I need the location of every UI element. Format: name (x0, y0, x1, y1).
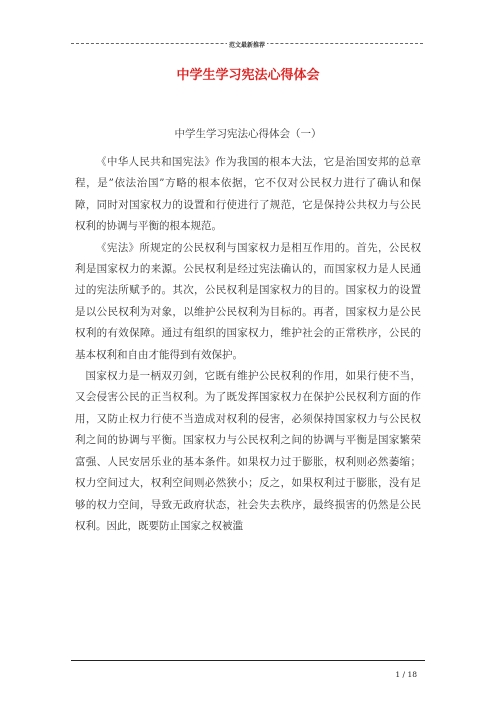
page-header (71, 38, 423, 50)
document-subtitle: 中学生学习宪法心得体会（一） (174, 128, 322, 140)
footer-divider (71, 660, 425, 661)
body-paragraph-3: 国家权力是一柄双刃剑，它既有维护公民权利的作用，如果行使不当，又会侵害公民的正当权利。为了既发挥国家权力在保护公民权利方面的作用，又防止权力行使不当造成对权利的侵害，必须保持国家权力与公民权利之间的协调与平衡。国家权力与公民权利之间的协调与平衡是国家繁荣富强、人民安居乐业的基本条件。如果权力过于膨胀，权利则必然萎缩；权力空间过大，权利空间则必然狭小；反之，如果权利过于膨胀，没有足够的权力空间，导致无政府状态，社会失去秩序，最终损害的仍然是公民权利。因此，既要防止国家之权被滥 (75, 370, 421, 532)
page-number: 1 / 18 (395, 670, 417, 679)
body-paragraph-1: 《中华人民共和国宪法》作为我国的根本大法，它是治国安邦的总章程，是”依法治国”方略的根本依据，它不仅对公民权力进行了确认和保障，同时对国家权力的设置和行使进行了规范，它是保持公共权力与公民权利的协调与平衡的根本规范。 (75, 156, 421, 233)
body-paragraph-2: 《宪法》所规定的公民权利与国家权力是相互作用的。首先，公民权利是国家权力的来源。公民权利是经过宪法确认的，而国家权力是人民通过的宪法所赋予的。其次，公民权利是国家权力的目的。国家权力的设置是以公民权利为对象，以维护公民权利为目标的。再者，国家权力是公民权利的有效保障。通过有组织的国家权力，维护社会的正常秩序，公民的基本权利和自由才能得到有效保护。 (75, 241, 421, 361)
document-body (75, 152, 421, 537)
document-title: 中学生学习宪法心得体会 (176, 68, 320, 83)
header-label: 范文最新推荐 (228, 41, 265, 49)
